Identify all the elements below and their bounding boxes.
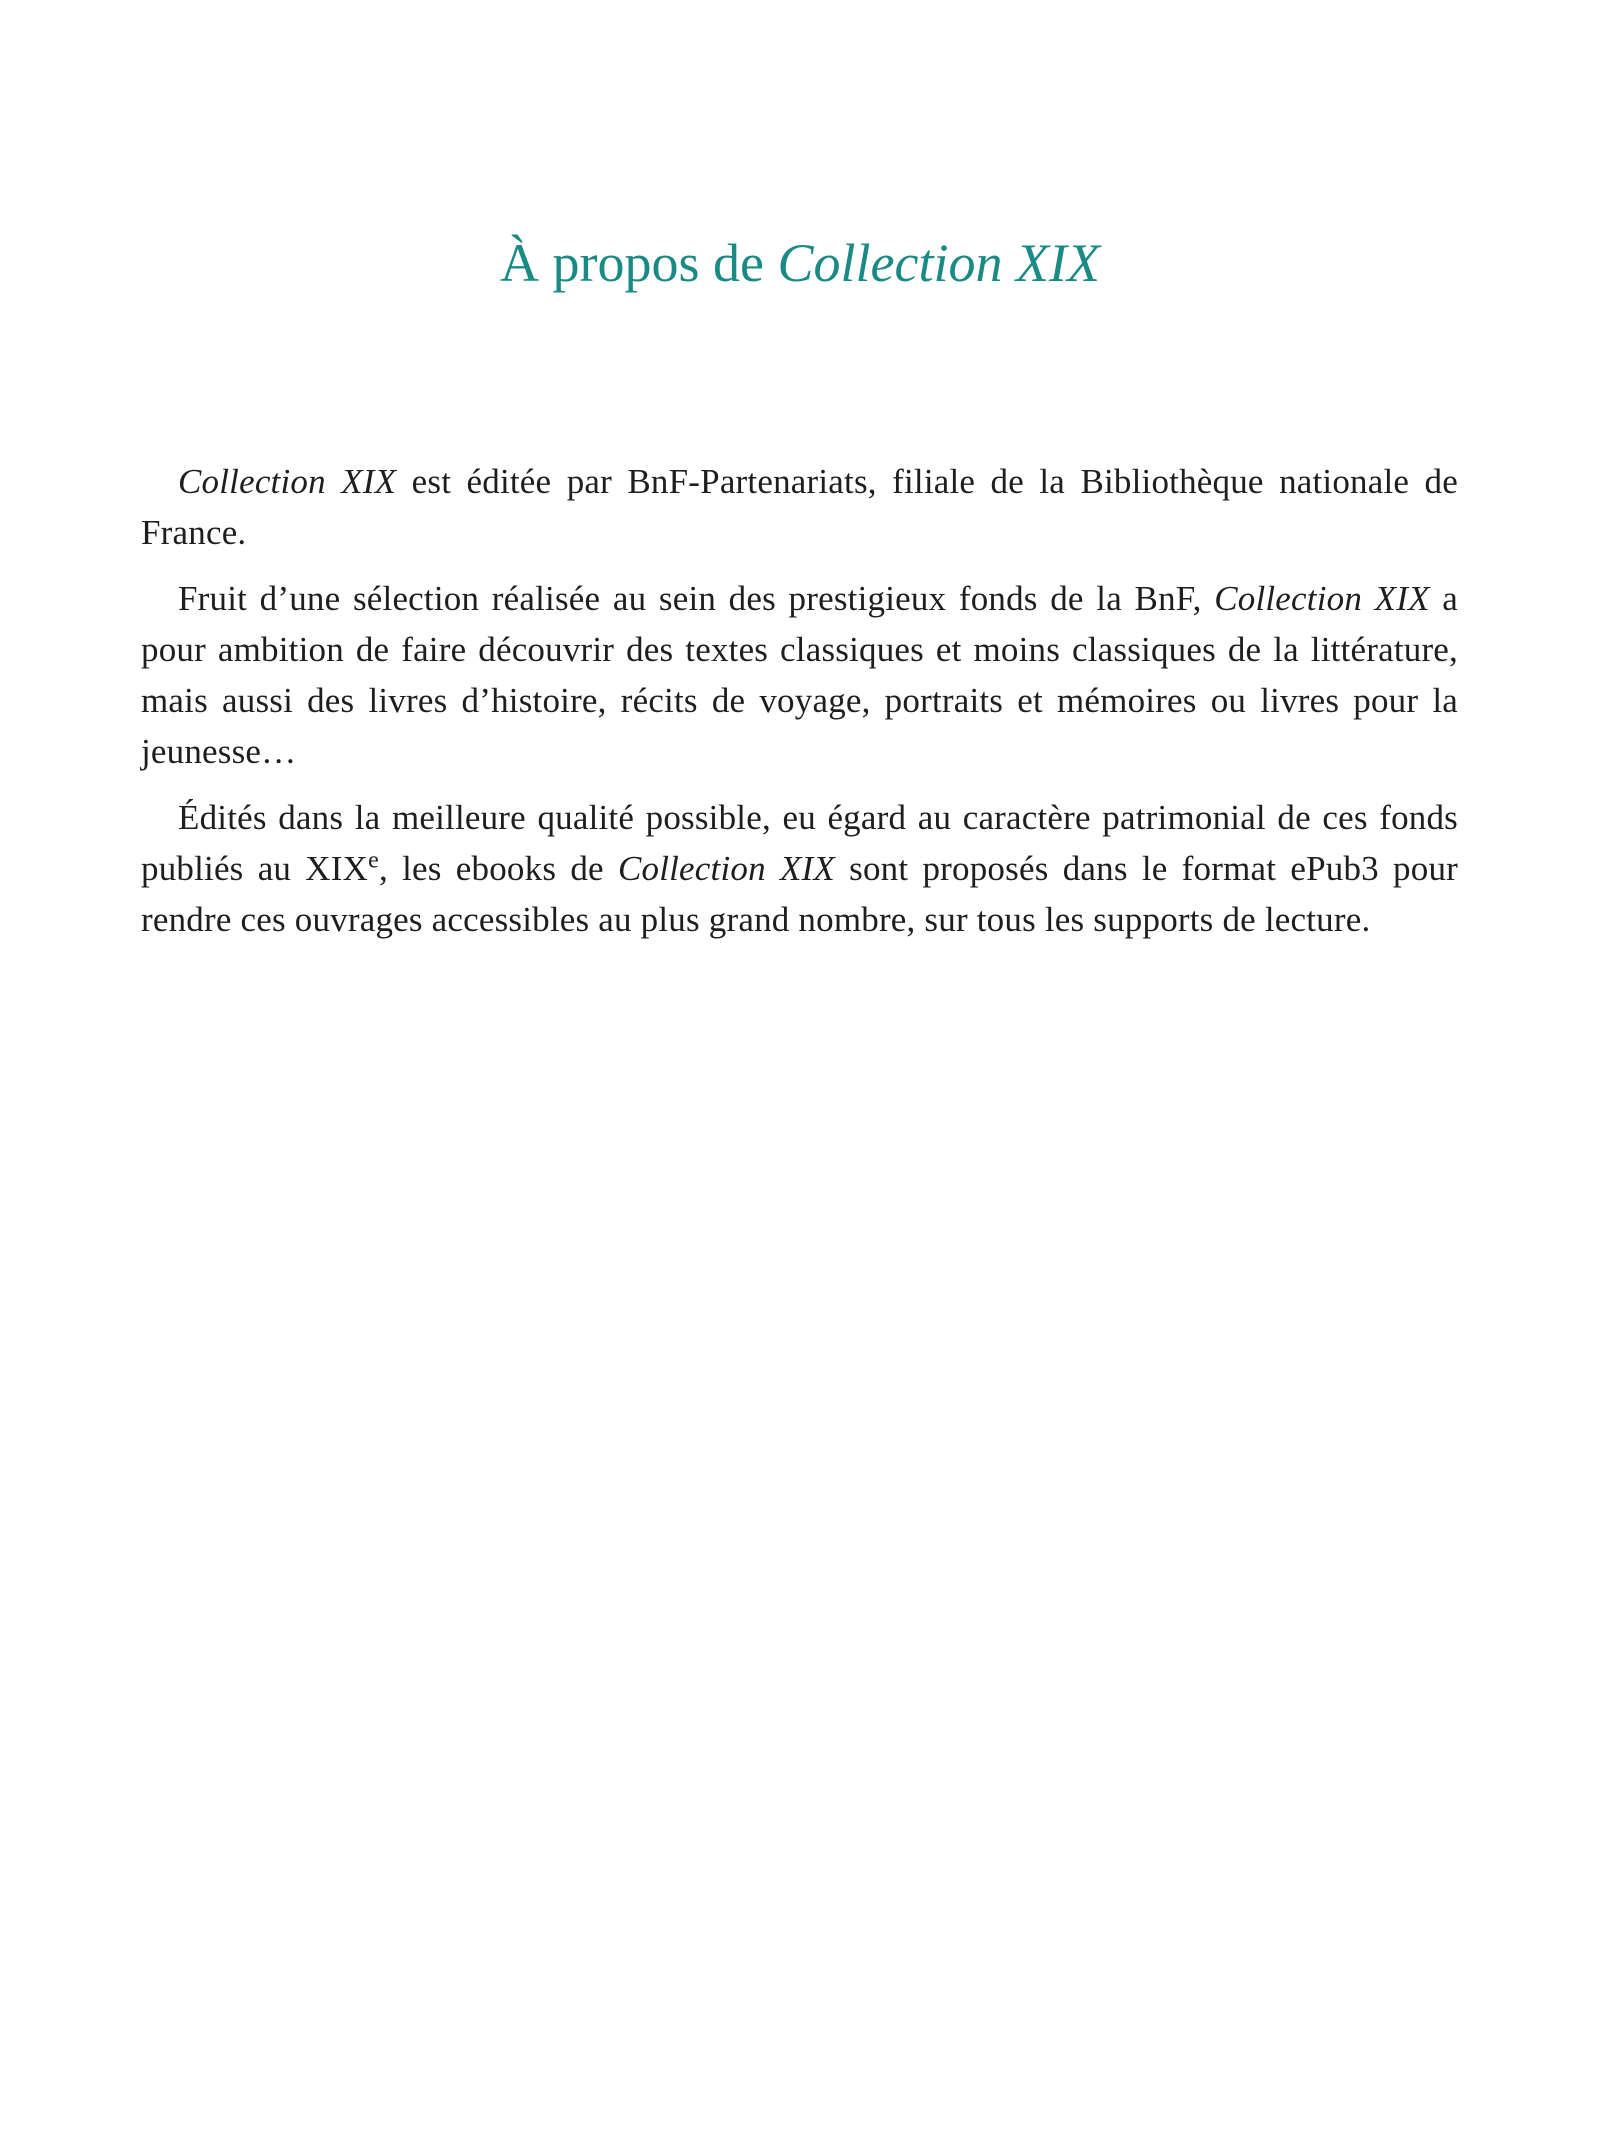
p2-collection-name: Collection XIX (1214, 579, 1430, 618)
paragraph-1 (141, 456, 1458, 558)
paragraph-2 (141, 573, 1458, 777)
p1-text: est éditée par BnF-Partenariats, filiale de la Bibliothèque nationale de France. (141, 462, 1458, 552)
p3-collection-name: Collection XIX (617, 849, 835, 888)
p3-text-after: sont proposés dans le format ePub3 pour rendre ces ouvrages accessibles au plus grand nombre, sur tous les supports de lecture. (141, 849, 1458, 939)
p2-text-after: a pour ambition de faire découvrir des textes classiques et moins classiques de la littérature, mais aussi des livres d’histoire, récits de voyage, portraits et mémoires ou livres pour la jeunesse… (141, 579, 1458, 771)
page-title (0, 228, 1600, 298)
title-prefix: À propos de (500, 233, 778, 293)
title-collection-name: Collection XIX (777, 233, 1100, 293)
p3-text-before: Édités dans la meilleure qualité possible, eu égard au caractère patrimonial de ces fonds publiés au XIX (141, 798, 1458, 888)
p1-collection-name: Collection XIX (178, 462, 397, 501)
p2-text-before: Fruit d’une sélection réalisée au sein des prestigieux fonds de la BnF, (178, 579, 1215, 618)
p3-superscript: e (368, 847, 379, 874)
p3-text-middle: , les ebooks de (378, 849, 618, 888)
paragraph-3 (141, 792, 1458, 945)
body-text (141, 456, 1458, 960)
